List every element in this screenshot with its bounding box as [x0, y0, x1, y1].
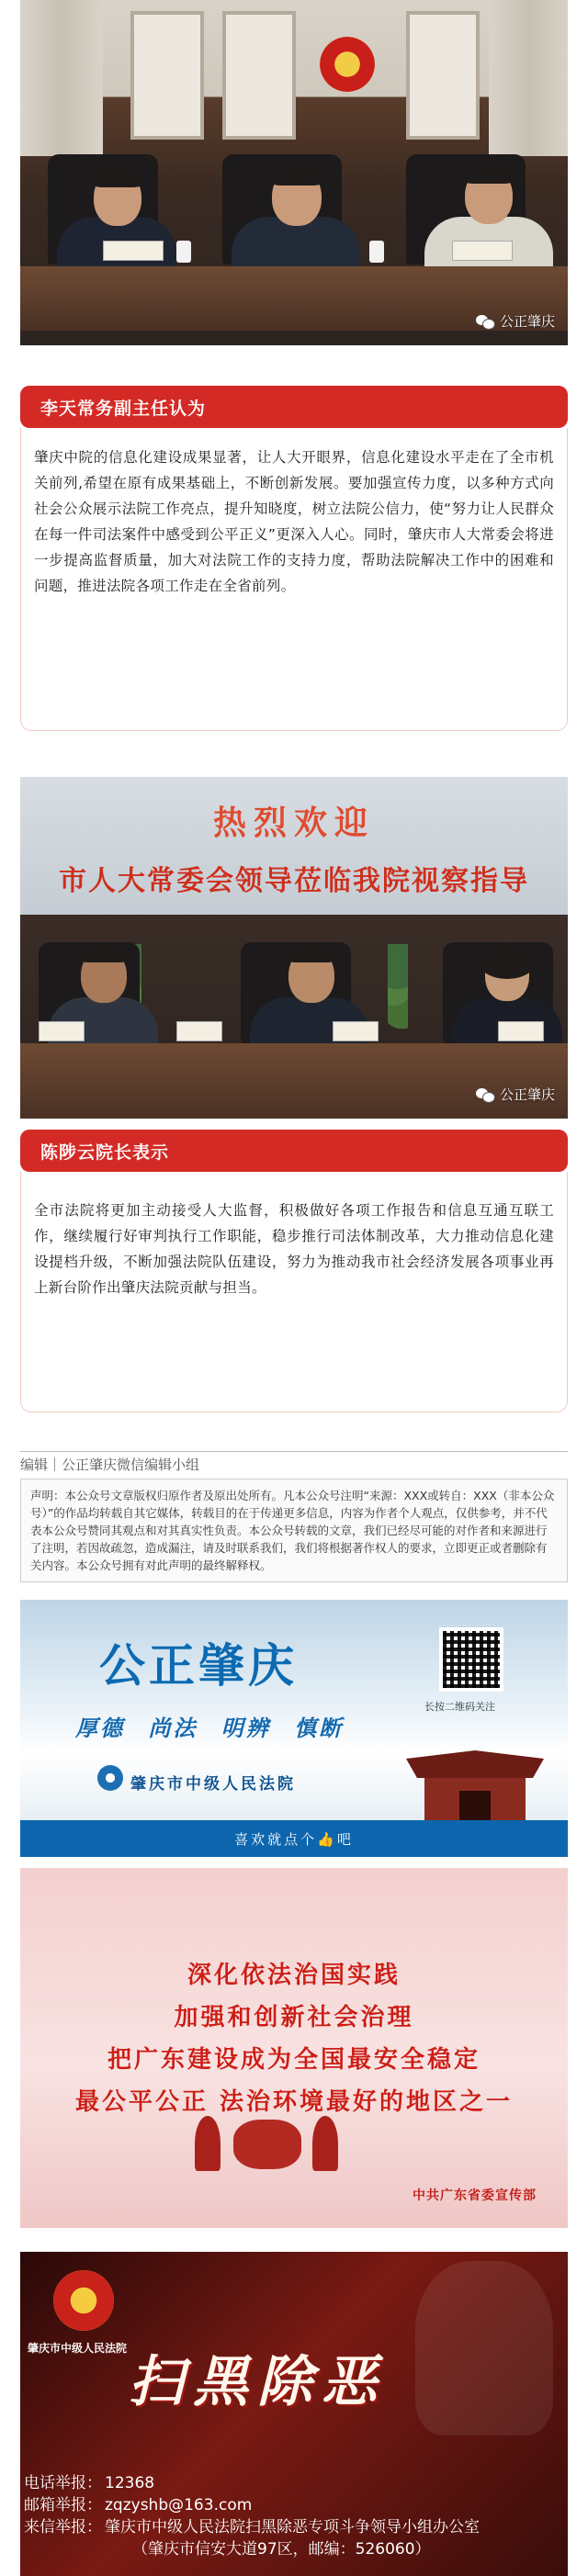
section-heading — [20, 386, 568, 428]
banner-title: 热烈欢迎 — [212, 804, 375, 842]
report-info — [24, 2472, 480, 2560]
nameplate — [498, 1021, 544, 1041]
wechat-icon — [476, 314, 494, 329]
watermark — [476, 1085, 555, 1104]
curtain — [20, 0, 103, 156]
drum-icon — [233, 2120, 301, 2169]
editor-line — [20, 1455, 568, 1474]
watermark — [476, 311, 555, 331]
teacup — [369, 241, 384, 263]
nameplate — [39, 1021, 85, 1041]
paragraph: 全市法院将更加主动接受人大监督，积极做好各项工作报告和信息互通互联工作，继续履行好审判执行工作职能，稳步推行司法体制改革，大力推动信息化建设提档升级，不断加强法院队伍建设，努力为推动我市社会经济发展各项事业再上新台阶作出肇庆法院贡献与担当。 — [34, 1202, 554, 1296]
wechat-icon — [476, 1087, 494, 1102]
section-heading-text: 陈陟云院长表示 — [40, 1142, 170, 1163]
conference-table — [20, 1043, 568, 1119]
plant — [388, 944, 408, 1045]
section-heading-text: 李天常务副主任认为 — [40, 399, 207, 419]
fist-icon — [415, 2261, 553, 2435]
teacup — [176, 241, 191, 263]
window — [130, 11, 204, 140]
court-name: 肇庆市中级人民法院 — [130, 1775, 296, 1794]
window — [406, 11, 480, 140]
court-badge-icon — [53, 2270, 114, 2331]
court-banner[interactable] — [20, 1600, 568, 1857]
nameplate — [176, 1021, 222, 1041]
letter-address: 肇庆市中级人民法院扫黑除恶专项斗争领导小组办公室 — [105, 2518, 480, 2537]
nameplate — [452, 241, 513, 261]
curtain — [489, 0, 568, 156]
slogan-line: 加强和创新社会治理 — [174, 2004, 414, 2031]
slogan-poster — [20, 1868, 568, 2228]
divider — [20, 1451, 568, 1452]
anti-crime-poster — [20, 2252, 568, 2576]
banner-title: 公正肇庆 — [99, 1638, 298, 1693]
watermark-text: 公正肇庆 — [499, 1086, 555, 1103]
letter-label: 来信举报： — [24, 2518, 102, 2537]
drummer-figure — [312, 2116, 338, 2171]
court-label: 肇庆市中级人民法院 — [28, 2342, 128, 2355]
watermark-text: 公正肇庆 — [499, 313, 555, 330]
meeting-photo-2 — [20, 777, 568, 1119]
nameplate — [103, 241, 164, 261]
section-content — [20, 428, 568, 731]
drummer-figure — [195, 2116, 220, 2171]
copyright-declaration — [20, 1479, 568, 1582]
letter-address-detail: （肇庆市信安大道97区，邮编：526060） — [132, 2540, 431, 2559]
nameplate — [333, 1021, 379, 1041]
phone-label: 电话举报： — [24, 2474, 102, 2492]
pavilion-illustration — [406, 1741, 544, 1820]
section-content — [20, 1172, 568, 1412]
phone-number[interactable]: 12368 — [105, 2474, 155, 2492]
declaration-text: 声明：本公众号文章版权归原作者及原出处所有。凡本公众号注明“来源：XXX或转自：XXX（非本公众号）”的作品均转载自其它媒体，转载目的在于传递更多信息，内容为作者个人观点，仅供参考，并不代表本公众号赞同其观点和对其真实性负责。本公众号转载的文章，我们已经尽可能的对作者和来源进行了注明，若因故疏忽，造成漏注，请及时联系我们，我们将根据著作权人的要求，立即更正或者删除有关内容。本公众号拥有对此声明的最终解释权。 — [30, 1489, 555, 1572]
slogan-line: 深化依法治国实践 — [187, 1962, 401, 1989]
meeting-photo-1 — [20, 0, 568, 345]
slogan-line: 最公平公正 法治环境最好的地区之一 — [74, 2088, 514, 2116]
poster-headline: 扫黑除恶 — [129, 2350, 386, 2414]
slogan-line: 把广东建设成为全国最安全稳定 — [107, 2046, 481, 2074]
welcome-banner — [20, 777, 568, 915]
qr-code-icon[interactable] — [439, 1627, 503, 1692]
court-motto: 厚德 尚法 明辨 慎断 — [75, 1715, 345, 1741]
email-address[interactable]: zqzyshb@163.com — [105, 2496, 253, 2514]
court-emblem-icon — [97, 1765, 123, 1791]
like-prompt[interactable]: 喜欢就点个👍吧 — [234, 1831, 354, 1848]
banner-subtitle: 市人大常委会领导莅临我院视察指导 — [59, 865, 529, 897]
email-label: 邮箱举报： — [24, 2496, 102, 2514]
paragraph: 肇庆中院的信息化建设成果显著，让人大开眼界，信息化建设水平走在了全市机关前列,希望在原有成果基础上，不断创新发展。要加强宣传力度，以多种方式向社会公众展示法院工作亮点，提升知晓度，树立法院公信力，使“努力让人民群众在每一件司法案件中感受到公平正义”更深入人心。同时，肇庆市人大常委会将进一步提高监督质量，加大对法院工作的支持力度，帮助法院解决工作中的困难和问题，推进法院各项工作走在全省前列。 — [34, 449, 554, 594]
national-emblem-icon — [320, 37, 375, 92]
qr-caption: 长按二维码关注 — [424, 1701, 495, 1713]
window — [222, 11, 296, 140]
editor-text: 编辑｜公正肇庆微信编辑小组 — [20, 1457, 200, 1473]
section-heading — [20, 1130, 568, 1172]
department-name: 中共广东省委宣传部 — [413, 2188, 537, 2203]
